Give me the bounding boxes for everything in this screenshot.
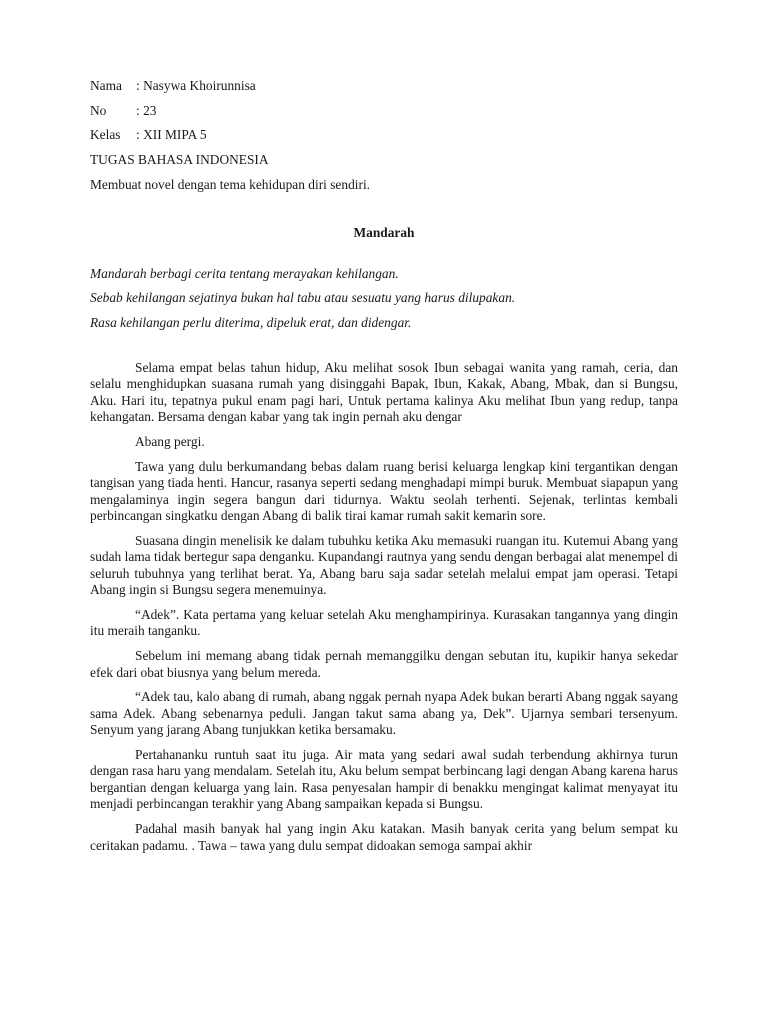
student-info bbox=[90, 78, 678, 193]
subject-line: TUGAS BAHASA INDONESIA bbox=[90, 152, 269, 168]
epigraph bbox=[90, 266, 678, 332]
number-row bbox=[90, 103, 678, 120]
name-row bbox=[90, 78, 678, 95]
document-page bbox=[90, 78, 678, 862]
class-row bbox=[90, 127, 678, 144]
novel-title: Mandarah bbox=[353, 225, 415, 241]
epigraph-line: Sebab kehilangan sejatinya bukan hal tabu atau sesuatu yang harus dilupakan. bbox=[90, 290, 516, 306]
class-label: Kelas bbox=[90, 127, 121, 143]
name-label: Nama bbox=[90, 78, 122, 93]
story-paragraph: “Adek”. Kata pertama yang keluar setelah Aku menghampirinya. Kurasakan tangannya yang dingin itu meraih tanganku. bbox=[90, 606, 678, 639]
name-value: : Nasywa Khoirunnisa bbox=[136, 78, 256, 93]
story-paragraph: Abang pergi. bbox=[135, 433, 205, 449]
story-paragraph: Suasana dingin menelisik ke dalam tubuhku ketika Aku memasuki ruangan itu. Kutemui Abang yang sudah lama tidak bertegur sapa denganku. Kupandangi rautnya yang sendu dengan berbagai alat menempel di seluruh tubuhnya yang terlihat berat. Ya, Abang baru saja sadar setelah melalui empat jam operasi. Tetapi Abang ingin si Bungsu segera menemuinya. bbox=[90, 532, 678, 598]
number-label: No bbox=[90, 102, 107, 118]
story-paragraph: Padahal masih banyak hal yang ingin Aku katakan. Masih banyak cerita yang belum sempat ku ceritakan padamu. . Tawa – tawa yang dulu sempat didoakan semoga sampai akhir bbox=[90, 821, 678, 853]
class-value: : XII MIPA 5 bbox=[136, 127, 207, 143]
epigraph-line: Mandarah berbagi cerita tentang merayakan kehilangan. bbox=[90, 265, 399, 281]
assignment-line: Membuat novel dengan tema kehidupan diri sendiri. bbox=[90, 176, 371, 192]
story-paragraph: “Adek tau, kalo abang di rumah, abang nggak pernah nyapa Adek bukan berarti Abang nggak sayang sama Adek. Abang sebenarnya peduli. Jangan takut sama abang ya, Dek”. Ujarnya sembari tersenyum. Senyum yang jarang Abang tunjukkan ketika bersamaku. bbox=[90, 689, 678, 738]
story-body bbox=[90, 360, 678, 855]
story-paragraph: Pertahananku runtuh saat itu juga. Air mata yang sedari awal sudah terbendung akhirnya turun dengan rasa haru yang mendalam. Setelah itu, Aku belum sempat berbincang lagi dengan Abang karena harus bergantian dengan keluarga yang lain. Rasa penyesalan hampir di benakku mengingat kalimat menyayat itu menjadi perbincangan terakhir yang Abang sampaikan kepada si Bungsu. bbox=[90, 746, 678, 812]
epigraph-line: Rasa kehilangan perlu diterima, dipeluk erat, dan didengar. bbox=[90, 315, 412, 331]
number-value: : 23 bbox=[136, 102, 157, 118]
story-paragraph: Selama empat belas tahun hidup, Aku melihat sosok Ibun sebagai wanita yang ramah, ceria, dan selalu menghidupkan suasana rumah yang disinggahi Bapak, Ibun, Kakak, Abang, Mbak, dan si Bungsu, Aku. Hari itu, tepatnya pukul enam pagi hari, Untuk pertama kalinya Aku melihat Ibun yang redup, tanpa kehangatan. Bersama dengan kabar yang tak ingin pernah aku dengar bbox=[90, 359, 678, 425]
story-paragraph: Sebelum ini memang abang tidak pernah memanggilku dengan sebutan itu, kupikir hanya sekedar efek dari obat biusnya yang belum mereda. bbox=[90, 648, 678, 680]
story-paragraph: Tawa yang dulu berkumandang bebas dalam ruang berisi keluarga lengkap kini tergantikan dengan tangisan yang tiada henti. Hancur, rasanya seperti sedang menghadapi mimpi buruk. Membuat siapapun yang mengalaminya ingin segera bangun dari tidurnya. Waktu seolah terhenti. Sejenak, terlintas kembali perbincangan singkatku dengan Abang di balik tirai kamar rumah sakit kemarin sore. bbox=[90, 458, 678, 523]
